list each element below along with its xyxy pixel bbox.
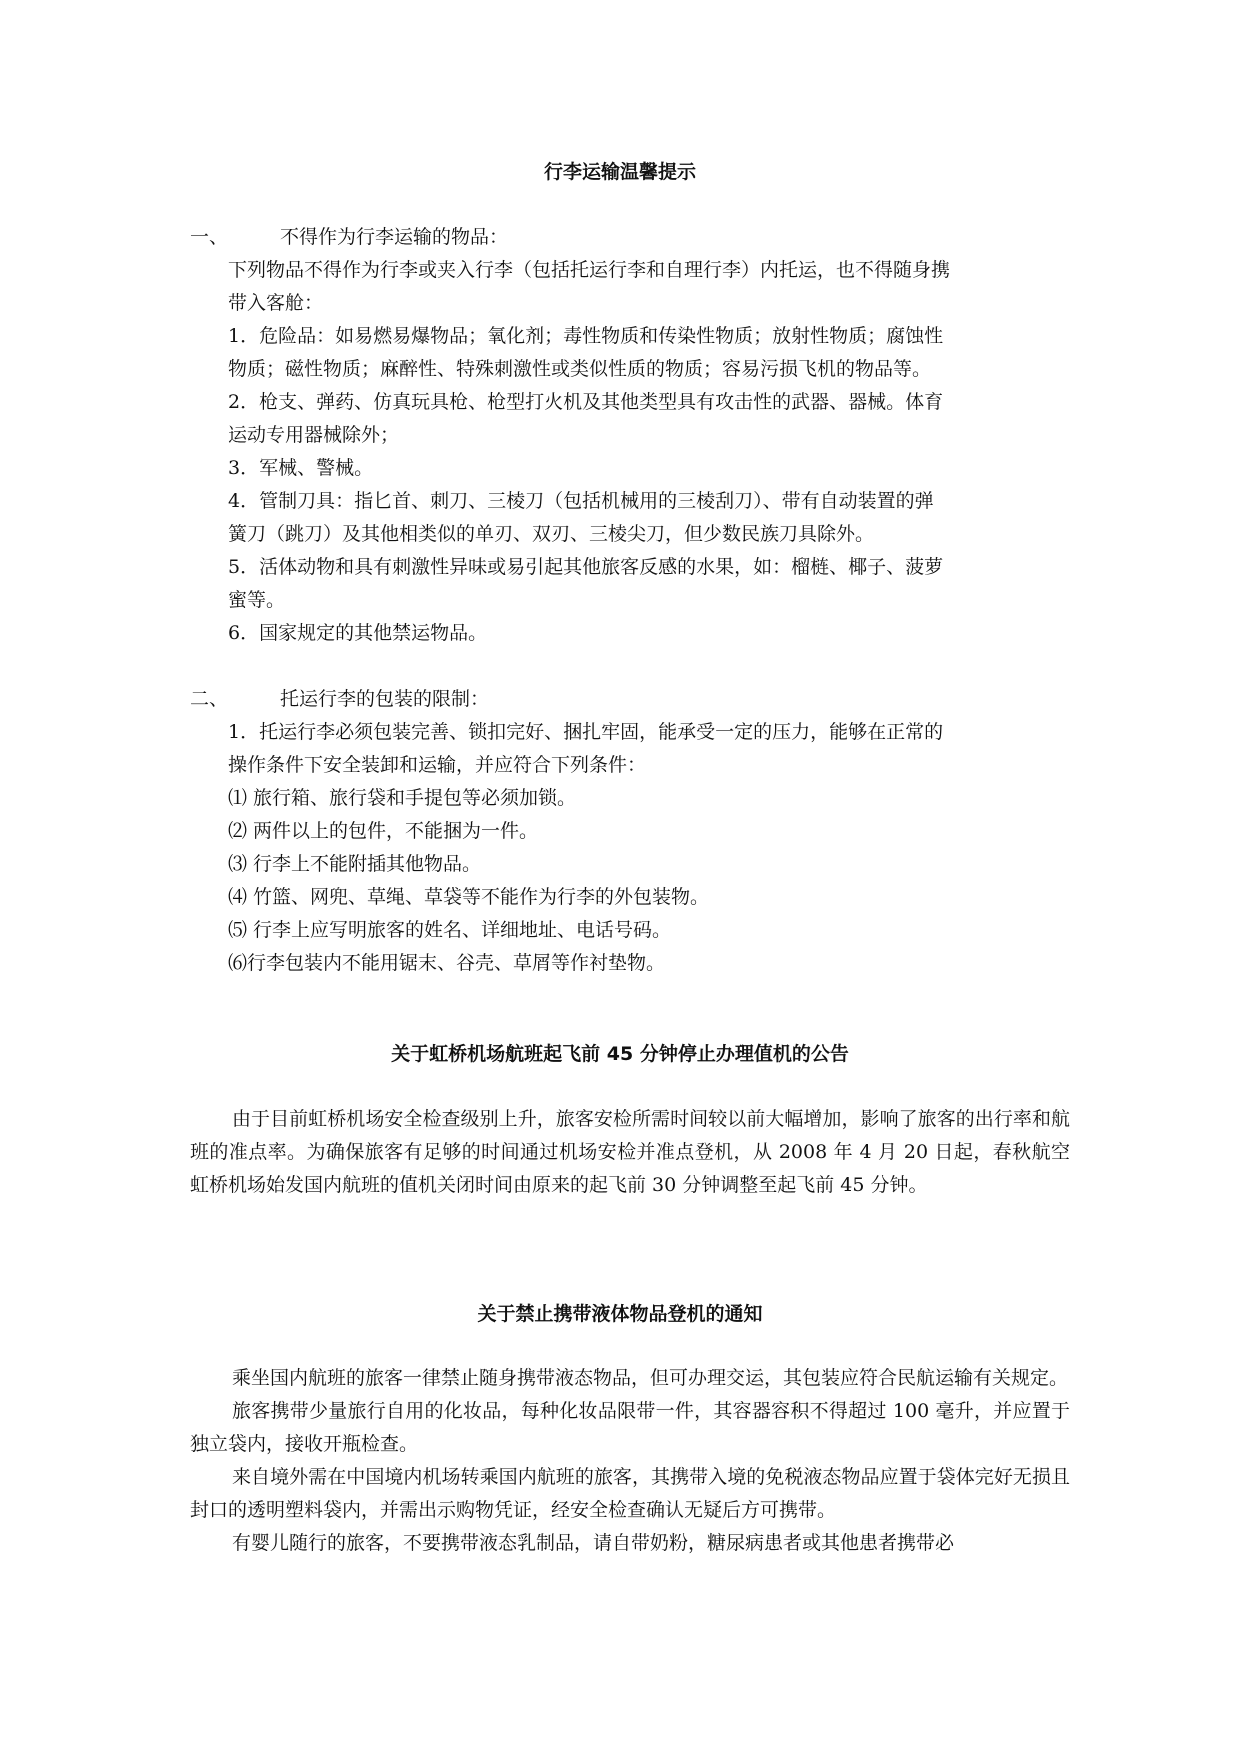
section-1-line: 1．危险品：如易燃易爆物品；氧化剂；毒性物质和传染性物质；放射性物质；腐蚀性 — [228, 325, 944, 347]
section-1-line: 下列物品不得作为行李或夹入行李（包括托运行李和自理行李）内托运，也不得随身携 — [228, 259, 951, 281]
section-1-line: 2．枪支、弹药、仿真玩具枪、枪型打火机及其他类型具有攻击性的武器、器械。体育 — [228, 391, 944, 413]
section-1-line: 4．管制刀具：指匕首、刺刀、三棱刀（包括机械用的三棱刮刀）、带有自动装置的弹 — [228, 490, 934, 512]
section-1-line: 物质；磁性物质；麻醉性、特殊刺激性或类似性质的物质；容易污损飞机的物品等。 — [228, 358, 932, 380]
section-2-line: ⑸ 行李上应写明旅客的姓名、详细地址、电话号码。 — [228, 919, 672, 941]
doc3-paragraph: 旅客携带少量旅行自用的化妆品，每种化妆品限带一件，其容器容积不得超过 100 毫升，并应置于独立袋内，接收开瓶检查。 — [190, 1400, 1070, 1455]
section-1-line: 蜜等。 — [228, 589, 286, 611]
section-1-line: 3．军械、警械。 — [228, 457, 374, 479]
section-1-title: 不得作为行李运输的物品： — [280, 226, 509, 248]
section-1-line: 运动专用器械除外； — [228, 424, 400, 446]
section-1-line: 6．国家规定的其他禁运物品。 — [228, 622, 488, 644]
section-1-number: 一、 — [190, 226, 229, 248]
section-2-title: 托运行李的包装的限制： — [280, 688, 490, 710]
section-2-number: 二、 — [190, 688, 229, 710]
section-2-line: 操作条件下安全装卸和运输，并应符合下列条件： — [228, 754, 647, 776]
section-2-line: ⑹行李包装内不能用锯末、谷壳、草屑等作衬垫物。 — [228, 952, 666, 974]
doc2-paragraph: 由于目前虹桥机场安全检查级别上升，旅客安检所需时间较以前大幅增加，影响了旅客的出行率和航班的准点率。为确保旅客有足够的时间通过机场安检并准点登机，从 2008 年 4 月 20 日起，春秋航空虹桥机场始发国内航班的值机关闭时间由原来的起飞前 30 分钟调整至起飞前 45 分钟。 — [190, 1108, 1070, 1196]
doc2-title: 关于虹桥机场航班起飞前 45 分钟停止办理值机的公告 — [391, 1043, 849, 1065]
doc3-paragraph: 乘坐国内航班的旅客一律禁止随身携带液态物品，但可办理交运，其包装应符合民航运输有关规定。 — [232, 1367, 1069, 1389]
doc3-paragraph: 有婴儿随行的旅客，不要携带液态乳制品，请自带奶粉，糖尿病患者或其他患者携带必 — [232, 1532, 955, 1554]
section-2-line: ⑶ 行李上不能附插其他物品。 — [228, 853, 482, 875]
section-1-heading — [190, 225, 508, 249]
section-1-line: 带入客舱： — [228, 292, 324, 314]
section-1-line: 簧刀（跳刀）及其他相类似的单刃、双刃、三棱尖刀，但少数民族刀具除外。 — [228, 523, 875, 545]
doc3-title: 关于禁止携带液体物品登机的通知 — [477, 1303, 763, 1325]
doc3-paragraph: 来自境外需在中国境内机场转乘国内航班的旅客，其携带入境的免税液态物品应置于袋体完好无损且封口的透明塑料袋内，并需出示购物凭证，经安全检查确认无疑后方可携带。 — [190, 1466, 1070, 1521]
section-1-line: 5．活体动物和具有刺激性异味或易引起其他旅客反感的水果，如：榴梿、椰子、菠萝 — [228, 556, 944, 578]
doc1-title: 行李运输温馨提示 — [543, 161, 696, 183]
section-2-heading — [190, 687, 489, 711]
doc3-body — [190, 1362, 1070, 1560]
section-2-line: ⑴ 旅行箱、旅行袋和手提包等必须加锁。 — [228, 787, 577, 809]
doc2-body — [190, 1103, 1070, 1202]
section-2-line: ⑵ 两件以上的包件，不能捆为一件。 — [228, 820, 539, 842]
section-2-line: 1．托运行李必须包装完善、锁扣完好、捆扎牢固，能承受一定的压力，能够在正常的 — [228, 721, 944, 743]
section-2-line: ⑷ 竹篮、网兜、草绳、草袋等不能作为行李的外包装物。 — [228, 886, 710, 908]
